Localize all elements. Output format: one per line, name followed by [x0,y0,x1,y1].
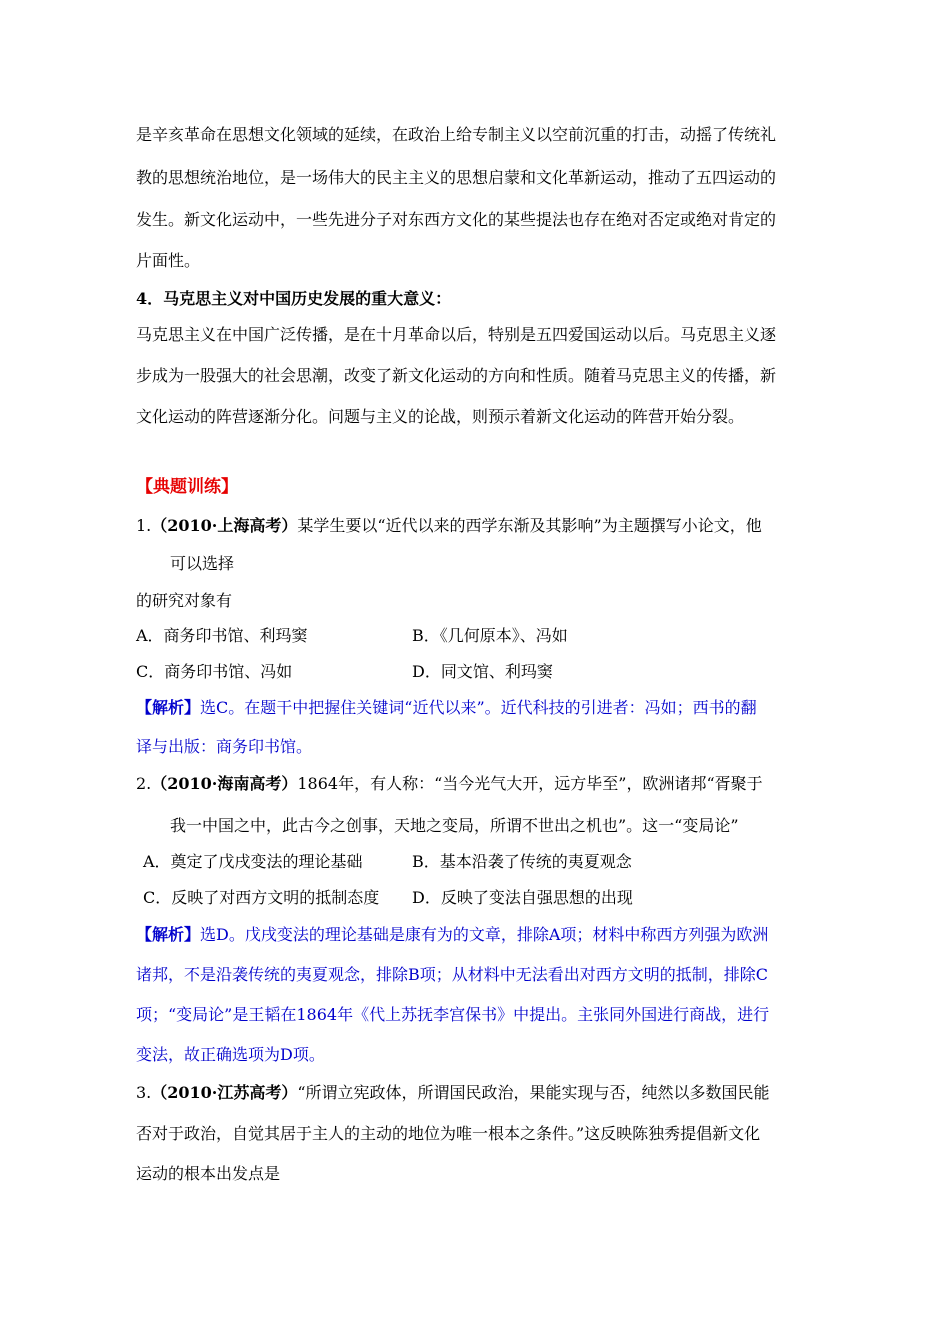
q3-text: “所谓立宪政体，所谓国民政治，果能实现与否，纯然以多数国民能 [297,1083,770,1102]
q2-analysis-label: 【解析】 [136,925,201,944]
q2-analysis-line-4: 变法，故正确选项为D项。 [136,1045,325,1064]
q3-number: 3. [136,1083,152,1102]
q2-option-a: A．奠定了戊戌变法的理论基础 [143,852,363,871]
q2-source: （2010·海南高考） [151,774,298,793]
q1-analysis-label: 【解析】 [136,698,201,717]
q2-number: 2. [136,774,152,793]
section4-heading: 4．马克思主义对中国历史发展的重大意义： [136,289,452,308]
q3-source: （2010·江苏高考） [151,1083,298,1102]
q1-line-3: 的研究对象有 [136,591,233,610]
q1-option-d: D．同文馆、利玛窦 [412,662,553,681]
q1-option-a: A．商务印书馆、利玛窦 [136,626,308,645]
intro-line-4: 片面性。 [136,251,201,270]
q1-analysis-line-2: 译与出版：商务印书馆。 [136,737,313,756]
q3-line-1 [136,1082,770,1104]
intro-line-1: 是辛亥革命在思想文化领域的延续，在政治上给专制主义以空前沉重的打击，动摇了传统礼 [136,125,777,144]
q1-text: 某学生要以“近代以来的西学东渐及其影响”为主题撰写小论文，他 [297,516,762,535]
section4-line-3: 文化运动的阵营逐渐分化。问题与主义的论战，则预示着新文化运动的阵营开始分裂。 [136,407,745,426]
q2-analysis-line-2: 诸邦，不是沿袭传统的夷夏观念，排除B项；从材料中无法看出对西方文明的抵制，排除C [136,965,769,984]
q2-line-2: 我一中国之中，此古今之创事，天地之变局，所谓不世出之机也”。这一“变局论” [170,816,739,835]
q1-analysis-line-1 [136,697,757,719]
q1-option-b: B．《几何原本》、冯如 [412,626,568,645]
q1-line-2: 可以选择 [170,554,235,573]
intro-line-2: 教的思想统治地位，是一场伟大的民主主义的思想启蒙和文化革新运动，推动了五四运动的 [136,168,777,187]
q2-analysis-text: 选D。戊戌变法的理论基础是康有为的文章，排除A项；材料中称西方列强为欧洲 [200,925,769,944]
q2-text: 1864年，有人称：“当今光气大开，远方毕至”，欧洲诸邦“胥聚于 [297,774,763,793]
section4-line-1: 马克思主义在中国广泛传播，是在十月革命以后，特别是五四爱国运动以后。马克思主义逐 [136,325,777,344]
q1-analysis-text: 选C。在题干中把握住关键词“近代以来”。近代科技的引进者：冯如；西书的翻 [200,698,757,717]
q3-line-2: 否对于政治，自觉其居于主人的主动的地位为唯一根本之条件。”这反映陈独秀提倡新文化 [136,1124,761,1143]
q1-source: （2010·上海高考） [151,516,298,535]
q1-line-1 [136,515,762,537]
q2-analysis-line-1 [136,924,768,946]
q2-option-b: B．基本沿袭了传统的夷夏观念 [412,852,632,871]
q2-analysis-line-3: 项；“变局论”是王韬在1864年《代上苏抚李宫保书》中提出。主张同外国进行商战，进行 [136,1005,770,1024]
q1-number: 1. [136,516,152,535]
training-heading: 【典题训练】 [136,477,238,497]
intro-line-3: 发生。新文化运动中，一些先进分子对东西方文化的某些提法也存在绝对否定或绝对肯定的 [136,210,777,229]
q3-line-3: 运动的根本出发点是 [136,1164,281,1183]
section4-line-2: 步成为一股强大的社会思潮，改变了新文化运动的方向和性质。随着马克思主义的传播，新 [136,366,777,385]
q2-option-c: C．反映了对西方文明的抵制态度 [143,888,380,907]
q2-line-1 [136,773,763,795]
q1-option-c: C．商务印书馆、冯如 [136,662,293,681]
q2-option-d: D．反映了变法自强思想的出现 [412,888,633,907]
